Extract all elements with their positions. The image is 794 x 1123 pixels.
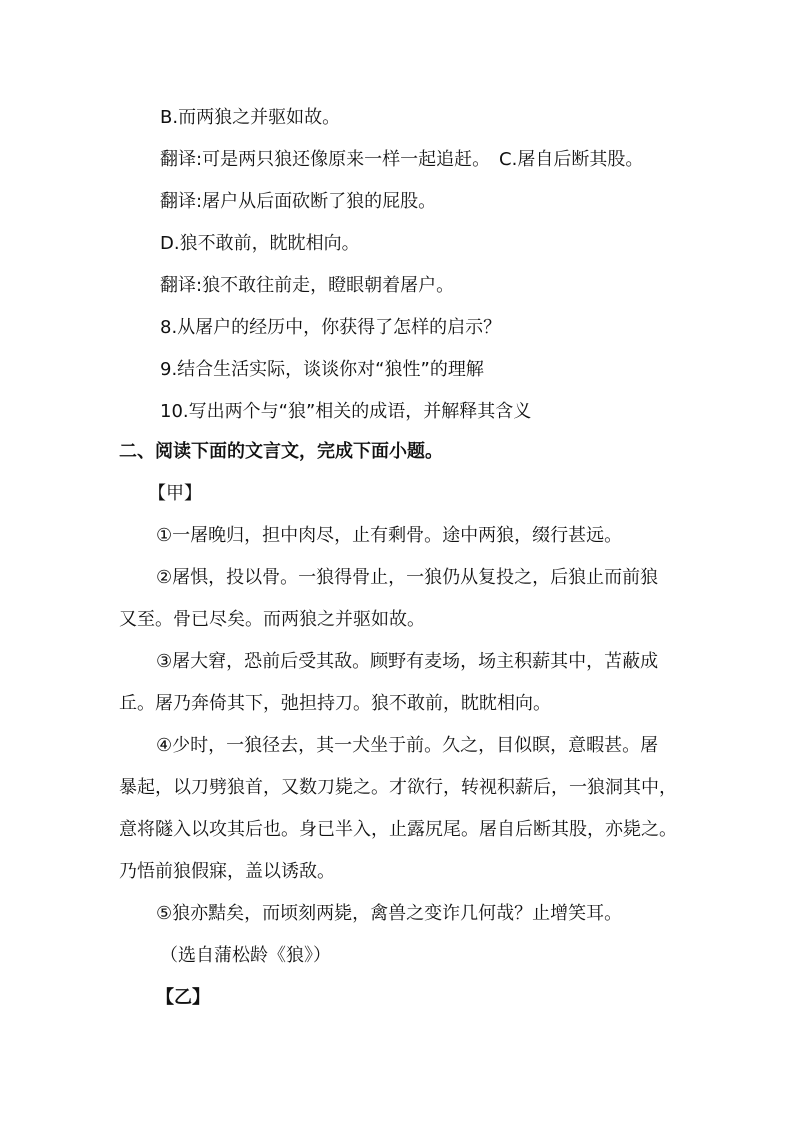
passage-paragraph-3-line-2: 丘。屠乃奔倚其下，弛担持刀。狼不敢前，眈眈相向。 bbox=[119, 693, 551, 714]
passage-paragraph-1: ①一屠晚归，担中肉尽，止有剩骨。途中两狼，缀行甚远。 bbox=[156, 525, 623, 546]
passage-paragraph-2-line-2: 又至。骨已尽矣。而两狼之并驱如故。 bbox=[119, 609, 425, 630]
passage-paragraph-4-line-1: ④少时，一狼径去，其一犬坐于前。久之，目似瞑，意暇甚。屠 bbox=[156, 735, 659, 756]
passage-paragraph-2-line-1: ②屠惧，投以骨。一狼得骨止，一狼仍从复投之，后狼止而前狼 bbox=[156, 567, 659, 588]
passage-paragraph-4-line-3: 意将隧入以攻其后也。身已半入，止露尻尾。屠自后断其股，亦毙之。 bbox=[119, 819, 677, 840]
label-jia: 【甲】 bbox=[148, 483, 202, 504]
question-10: 10.写出两个与“狼”相关的成语，并解释其含义 bbox=[160, 401, 532, 422]
passage-paragraph-5: ⑤狼亦黠矣，而顷刻两毙，禽兽之变诈几何哉？止增笑耳。 bbox=[156, 903, 623, 924]
translation-c-line: 翻译:屠户从后面砍断了狼的屁股。 bbox=[160, 191, 437, 212]
option-d-line: D.狼不敢前，眈眈相向。 bbox=[160, 233, 360, 254]
translation-d-line: 翻译:狼不敢往前走，瞪眼朝着屠户。 bbox=[160, 275, 455, 296]
passage-paragraph-4-line-4: 乃悟前狼假寐，盖以诱敌。 bbox=[119, 861, 335, 882]
section-heading: 二、阅读下面的文言文，完成下面小题。 bbox=[119, 441, 443, 462]
source-citation: （选自蒲松龄《狼》） bbox=[160, 945, 331, 966]
passage-paragraph-3-line-1: ③屠大窘，恐前后受其敌。顾野有麦场，场主积薪其中，苫蔽成 bbox=[156, 651, 659, 672]
label-yi: 【乙】 bbox=[156, 987, 210, 1008]
question-8: 8.从屠户的经历中，你获得了怎样的启示？ bbox=[160, 317, 502, 338]
passage-paragraph-4-line-2: 暴起，以刀劈狼首，又数刀毙之。才欲行，转视积薪后，一狼洞其中， bbox=[119, 777, 677, 798]
translation-b-line: 翻译:可是两只狼还像原来一样一起追赶。 C.屠自后断其股。 bbox=[160, 149, 644, 170]
option-b-line: B.而两狼之并驱如故。 bbox=[160, 107, 341, 128]
question-9: 9.结合生活实际，谈谈你对“狼性”的理解 bbox=[160, 359, 484, 380]
